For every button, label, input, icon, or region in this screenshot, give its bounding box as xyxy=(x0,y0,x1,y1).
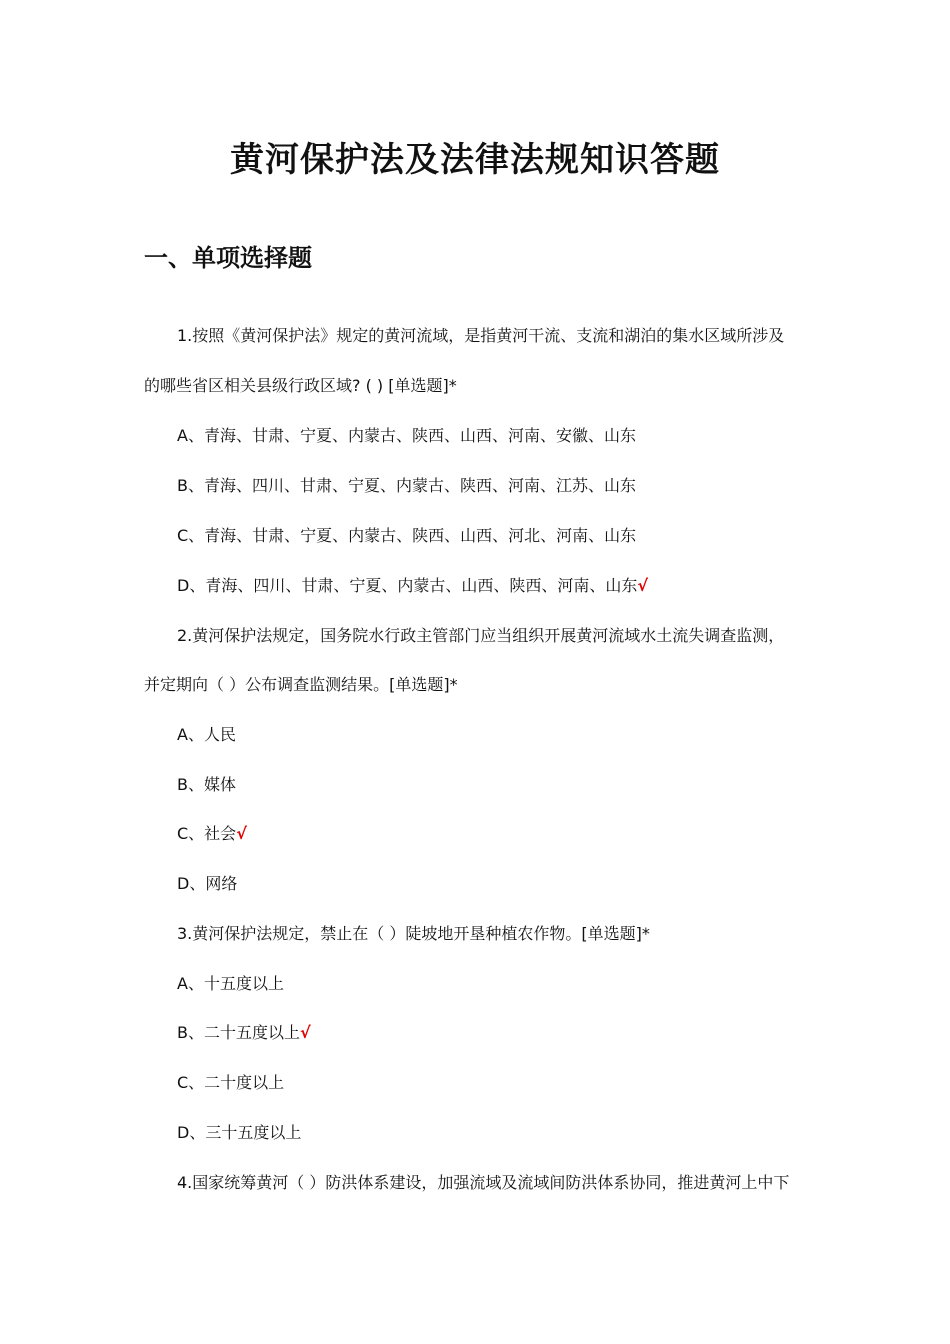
question-2-stem-line-2: 并定期向（ ）公布调查监测结果。[单选题]* xyxy=(144,675,458,694)
question-3-option-a: A、十五度以上 xyxy=(177,974,284,993)
section-heading: 一、单项选择题 xyxy=(144,244,312,272)
question-1-option-b: B、青海、四川、甘肃、宁夏、内蒙古、陕西、河南、江苏、山东 xyxy=(177,476,636,495)
question-3-option-d: D、三十五度以上 xyxy=(177,1123,302,1142)
question-2-option-b: B、媒体 xyxy=(177,775,236,794)
question-2-option-a: A、人民 xyxy=(177,725,236,744)
question-3-stem-line-1: 3.黄河保护法规定，禁止在（ ）陡坡地开垦种植农作物。[单选题]* xyxy=(177,924,650,943)
question-1-option-d-text: D、青海、四川、甘肃、宁夏、内蒙古、山西、陕西、河南、山东 xyxy=(177,576,638,595)
question-3-option-b-text: B、二十五度以上 xyxy=(177,1023,300,1042)
question-1-option-c: C、青海、甘肃、宁夏、内蒙古、陕西、山西、河北、河南、山东 xyxy=(177,526,637,545)
question-2-option-c xyxy=(177,822,247,846)
question-1-option-a: A、青海、甘肃、宁夏、内蒙古、陕西、山西、河南、安徽、山东 xyxy=(177,426,636,445)
question-2-option-d: D、网络 xyxy=(177,874,238,893)
correct-answer-check-icon: √ xyxy=(299,1023,311,1042)
question-1-option-d xyxy=(177,574,648,598)
question-3-option-b xyxy=(177,1021,311,1045)
question-4-stem-line-1: 4.国家统筹黄河（ ）防洪体系建设，加强流域及流域间防洪体系协同，推进黄河上中下 xyxy=(177,1173,790,1192)
correct-answer-check-icon: √ xyxy=(236,824,247,843)
question-2-stem-line-1: 2.黄河保护法规定，国务院水行政主管部门应当组织开展黄河流域水土流失调查监测， xyxy=(177,626,785,645)
page-title: 黄河保护法及法律法规知识答题 xyxy=(230,140,720,180)
question-3-option-c: C、二十度以上 xyxy=(177,1073,285,1092)
correct-answer-check-icon: √ xyxy=(637,576,648,595)
question-1-stem-line-1: 1.按照《黄河保护法》规定的黄河流域，是指黄河干流、支流和湖泊的集水区域所涉及 xyxy=(177,326,785,345)
question-2-option-c-text: C、社会 xyxy=(177,824,237,843)
question-1-stem-line-2: 的哪些省区相关县级行政区域? ( ) [单选题]* xyxy=(144,376,457,395)
